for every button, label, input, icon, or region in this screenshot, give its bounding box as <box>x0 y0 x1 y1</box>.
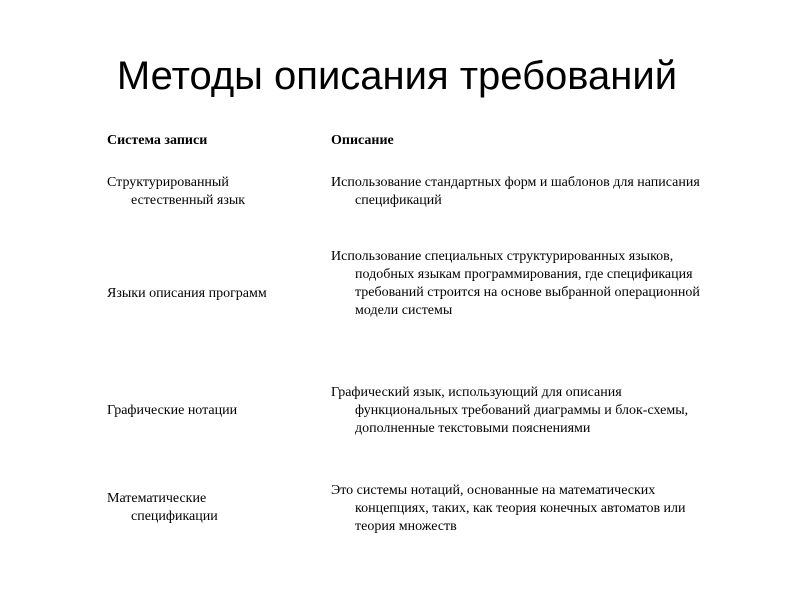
header-notation: Система записи <box>107 133 208 148</box>
row-1-description: Использование стандартных форм и шаблонов для написания спецификаций <box>331 175 700 208</box>
slide-title: Методы описания требований <box>116 54 678 98</box>
row-2-description: Использование специальных структурированных языков, подобных языкам программирования, где спецификация требований строится на основе выбранной операционной модели системы <box>331 249 700 318</box>
header-description: Описание <box>331 133 394 148</box>
row-4-notation: Математические спецификации <box>107 491 218 524</box>
row-4-description: Это системы нотаций, основанные на математических концепциях, таких, как теория конечных автоматов или теория множеств <box>331 483 686 534</box>
row-3-description: Графический язык, использующий для описания функциональных требований диаграммы и блок-схемы, дополненные текстовыми пояснениями <box>331 385 689 436</box>
row-3-notation: Графические нотации <box>107 403 238 418</box>
row-1-notation: Структурированный естественный язык <box>107 175 246 208</box>
row-2-notation: Языки описания программ <box>107 286 267 301</box>
